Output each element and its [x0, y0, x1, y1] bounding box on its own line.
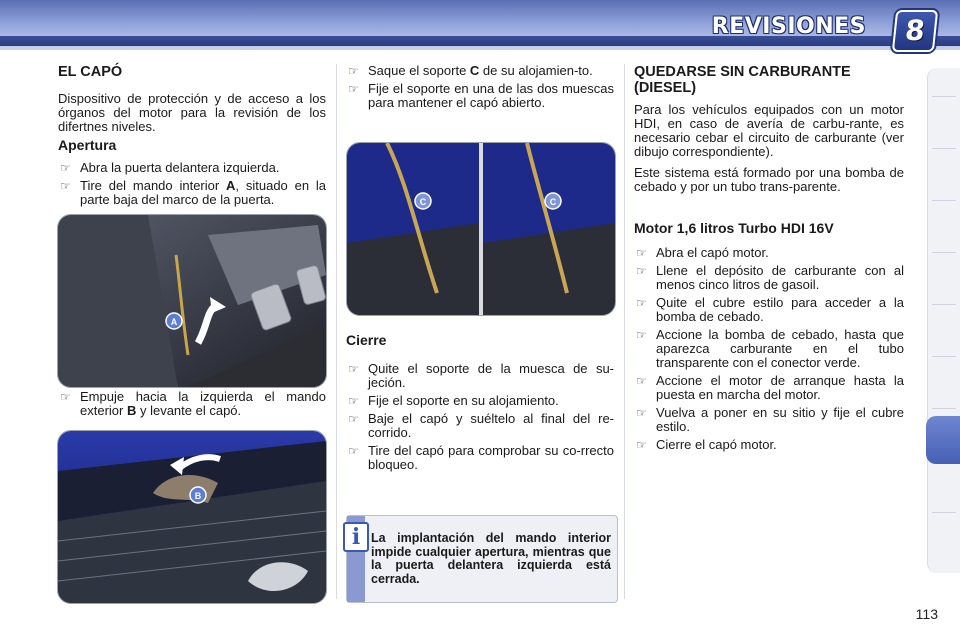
hand-pointer-icon: ☞ — [60, 179, 71, 193]
callout-c-left: C — [419, 197, 427, 207]
note-text: La implantación del mando interior impide cualquier apertura, mientras que la puerta delantera izquierda está cerrada. — [371, 531, 611, 586]
list-item: ☞ Fije el soporte en una de las dos muescas para mantener el capó abierto. — [348, 81, 614, 110]
hood-intro: Dispositivo de protección y de acceso a los órganos del motor para la revisión de los difertnes niveles. — [58, 91, 326, 134]
motor-steps — [634, 246, 904, 452]
hand-pointer-icon: ☞ — [60, 161, 71, 175]
tab-divider — [932, 200, 956, 201]
hand-pointer-icon: ☞ — [348, 444, 359, 458]
list-item: ☞ Abra el capó motor. — [636, 245, 769, 260]
exterior-lever-photo — [57, 430, 327, 604]
hand-pointer-icon: ☞ — [636, 296, 647, 310]
list-item: ☞ Vuelva a poner en su sitio y fije el cubre estilo. — [636, 405, 904, 434]
tab-divider — [932, 408, 956, 409]
hand-pointer-icon: ☞ — [348, 394, 359, 408]
interior-lever-illustration — [58, 215, 326, 387]
list-item: ☞ Abra la puerta delantera izquierda. — [60, 160, 280, 175]
column-left-lower — [58, 390, 326, 422]
tab-divider — [932, 252, 956, 253]
column-divider — [624, 64, 625, 599]
hand-pointer-icon: ☞ — [636, 438, 647, 452]
hand-pointer-icon: ☞ — [636, 406, 647, 420]
page-number: 113 — [915, 606, 938, 622]
list-item: ☞ Tire del capó para comprobar su co-rrecto bloqueo. — [348, 443, 614, 472]
column-left — [58, 64, 326, 211]
column-right — [634, 64, 904, 456]
callout-b: B — [194, 491, 202, 501]
column-divider — [336, 64, 337, 599]
hand-pointer-icon: ☞ — [636, 374, 647, 388]
fuel-intro: Para los vehículos equipados con un motor HDI, en caso de avería de carbu-rante, es necesario cebar el circuito de carburante (ver dibujo correspondiente). — [634, 102, 904, 159]
exterior-lever-illustration — [58, 431, 326, 603]
column-middle-lower — [346, 332, 614, 476]
hand-pointer-icon: ☞ — [636, 328, 647, 342]
chapter-badge — [892, 10, 938, 52]
tab-divider — [932, 96, 956, 97]
exterior-lever-list — [58, 390, 326, 418]
list-item: ☞ Empuje hacia la izquierda el mando exterior B y levante el capó. — [60, 389, 326, 418]
hand-pointer-icon: ☞ — [348, 412, 359, 426]
cierre-title: Cierre — [346, 332, 387, 348]
list-item: ☞ Saque el soporte C de su alojamien-to. — [348, 63, 593, 78]
hood-support-photo — [346, 142, 616, 316]
page-header — [0, 0, 960, 50]
list-item: ☞ Cierre el capó motor. — [636, 437, 777, 452]
motor-title: Motor 1,6 litros Turbo HDI 16V — [634, 220, 834, 236]
interior-lever-photo — [57, 214, 327, 388]
apertura-title: Apertura — [58, 137, 117, 153]
list-item: ☞ Quite el cubre estilo para acceder a la bomba de cebado. — [636, 295, 904, 324]
list-item: ☞ Llene el depósito de carburante con al menos cinco litros de gasoil. — [636, 263, 904, 292]
tab-divider — [932, 148, 956, 149]
support-list — [346, 64, 614, 110]
tab-divider — [932, 356, 956, 357]
hood-title: EL CAPÓ — [58, 64, 123, 80]
callout-c-right: C — [549, 197, 557, 207]
list-item: ☞ Quite el soporte de la muesca de su-jeción. — [348, 361, 614, 390]
list-item: ☞ Accione el motor de arranque hasta la puesta en marcha del motor. — [636, 373, 904, 402]
info-icon: i — [343, 522, 369, 552]
fuel-title: QUEDARSE SIN CARBURANTE (DIESEL) — [634, 64, 851, 96]
cierre-list — [346, 362, 614, 472]
hand-pointer-icon: ☞ — [348, 82, 359, 96]
chapter-tabs — [927, 68, 960, 573]
fuel-system: Este sistema está formado por una bomba de cebado y por un tubo trans-parente. — [634, 165, 904, 194]
tab-divider — [932, 512, 956, 513]
info-note — [346, 515, 618, 603]
hand-pointer-icon: ☞ — [348, 64, 359, 78]
tab-divider — [932, 304, 956, 305]
apertura-list — [58, 161, 326, 207]
hand-pointer-icon: ☞ — [636, 264, 647, 278]
hand-pointer-icon: ☞ — [348, 362, 359, 376]
column-middle — [346, 64, 614, 114]
chapter-number: 8 — [903, 14, 927, 47]
callout-a: A — [170, 317, 178, 327]
list-item: ☞ Baje el capó y suéltelo al final del re-corrido. — [348, 411, 614, 440]
list-item: ☞ Accione la bomba de cebado, hasta que aparezca carburante en el tubo transparente con el conector verde. — [636, 327, 904, 370]
hood-support-illustration — [347, 143, 615, 315]
list-item: ☞ Fije el soporte en su alojamiento. — [348, 393, 559, 408]
hand-pointer-icon: ☞ — [636, 246, 647, 260]
hand-pointer-icon: ☞ — [60, 390, 71, 404]
list-item: ☞ Tire del mando interior A, situado en la parte baja del marco de la puerta. — [60, 178, 326, 207]
section-title: REVISIONES — [711, 14, 866, 39]
active-chapter-tab[interactable] — [926, 416, 960, 464]
